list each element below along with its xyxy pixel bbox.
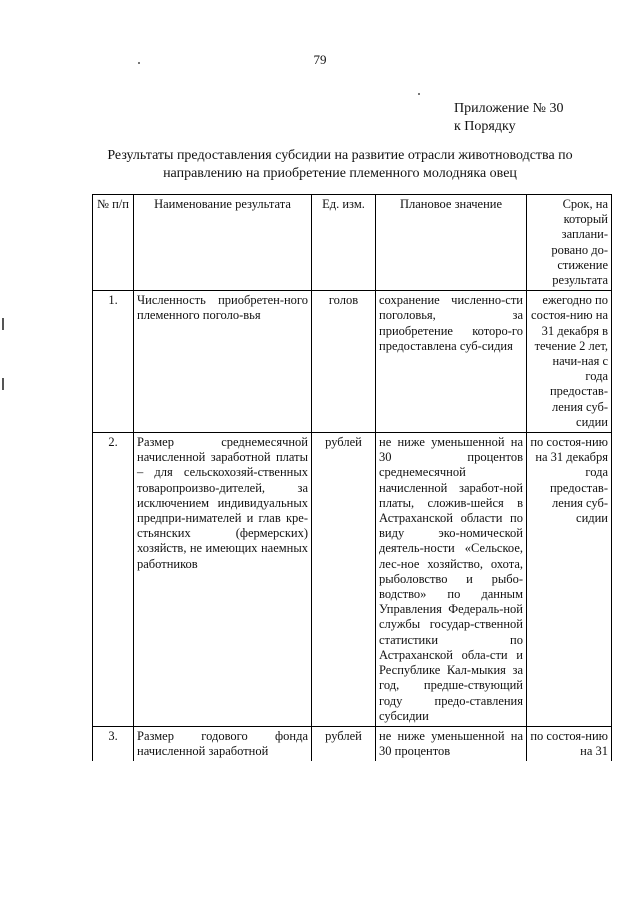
document-title-line: направлению на приобретение племенного молодняка овец (163, 166, 517, 181)
table-row (93, 291, 612, 433)
appendix-heading (454, 100, 564, 136)
deadline: по состоя-нию на 31 декабря года предостав-ления суб-сидии (527, 433, 612, 727)
row-number: 1. (93, 291, 134, 433)
column-header-deadline: Срок, на который заплани-ровано до-стижение результата (527, 195, 612, 291)
column-header-planned-value: Плановое значение (376, 195, 527, 291)
appendix-reference: к Порядку (454, 119, 516, 134)
appendix-number: Приложение № 30 (454, 101, 564, 116)
scan-speck (138, 62, 140, 64)
planned-value: сохранение численно-сти поголовья, за приобретение которо-го предоставлена суб-сидия (376, 291, 527, 433)
row-number: 2. (93, 433, 134, 727)
page-number: 79 (313, 52, 327, 67)
column-header-number: № п/п (93, 195, 134, 291)
result-name: Размер среднемесячной начисленной заработной платы – для сельскохозяй-ственных товаропроизво-дителей, за исключением индивидуальных предпри-нимателей и глав кре-стьянских (фермерских) хозяйств, не имеющих наемных работников (134, 433, 312, 727)
table-row (93, 726, 612, 761)
scan-margin-mark (2, 318, 4, 330)
deadline: ежегодно по состоя-нию на 31 декабря в течение 2 лет, начи-ная с года предостав-ления суб-сидии (527, 291, 612, 433)
result-name: Размер годового фонда начисленной заработной (134, 726, 312, 761)
results-table (92, 194, 612, 761)
table-row (93, 433, 612, 727)
column-header-result-name: Наименование результата (134, 195, 312, 291)
table-header-row (93, 195, 612, 291)
document-title-line: Результаты предоставления субсидии на развитие отрасли животноводства по (107, 148, 573, 163)
result-name: Численность приобретен-ного племенного поголо-вья (134, 291, 312, 433)
unit: рублей (312, 726, 376, 761)
column-header-unit: Ед. изм. (312, 195, 376, 291)
planned-value: не ниже уменьшенной на 30 процентов среднемесячной начисленной заработ-ной платы, сложив-шейся в Астраханской области по виду эко-номической деятель-ности «Сельское, лес-ное хозяйство, охота, рыболовство и рыбо-водство» по данным Управления Федераль-ной службы государ-ственной статистики по Астраханской обла-сти и Республике Кал-мыкия за год, предше-ствующий году предо-ставления субсидии (376, 433, 527, 727)
planned-value: не ниже уменьшенной на 30 процентов (376, 726, 527, 761)
scan-margin-mark (2, 378, 4, 390)
row-number: 3. (93, 726, 134, 761)
scan-speck (418, 93, 420, 95)
unit: голов (312, 291, 376, 433)
document-title (80, 147, 600, 183)
unit: рублей (312, 433, 376, 727)
deadline: по состоя-нию на 31 (527, 726, 612, 761)
